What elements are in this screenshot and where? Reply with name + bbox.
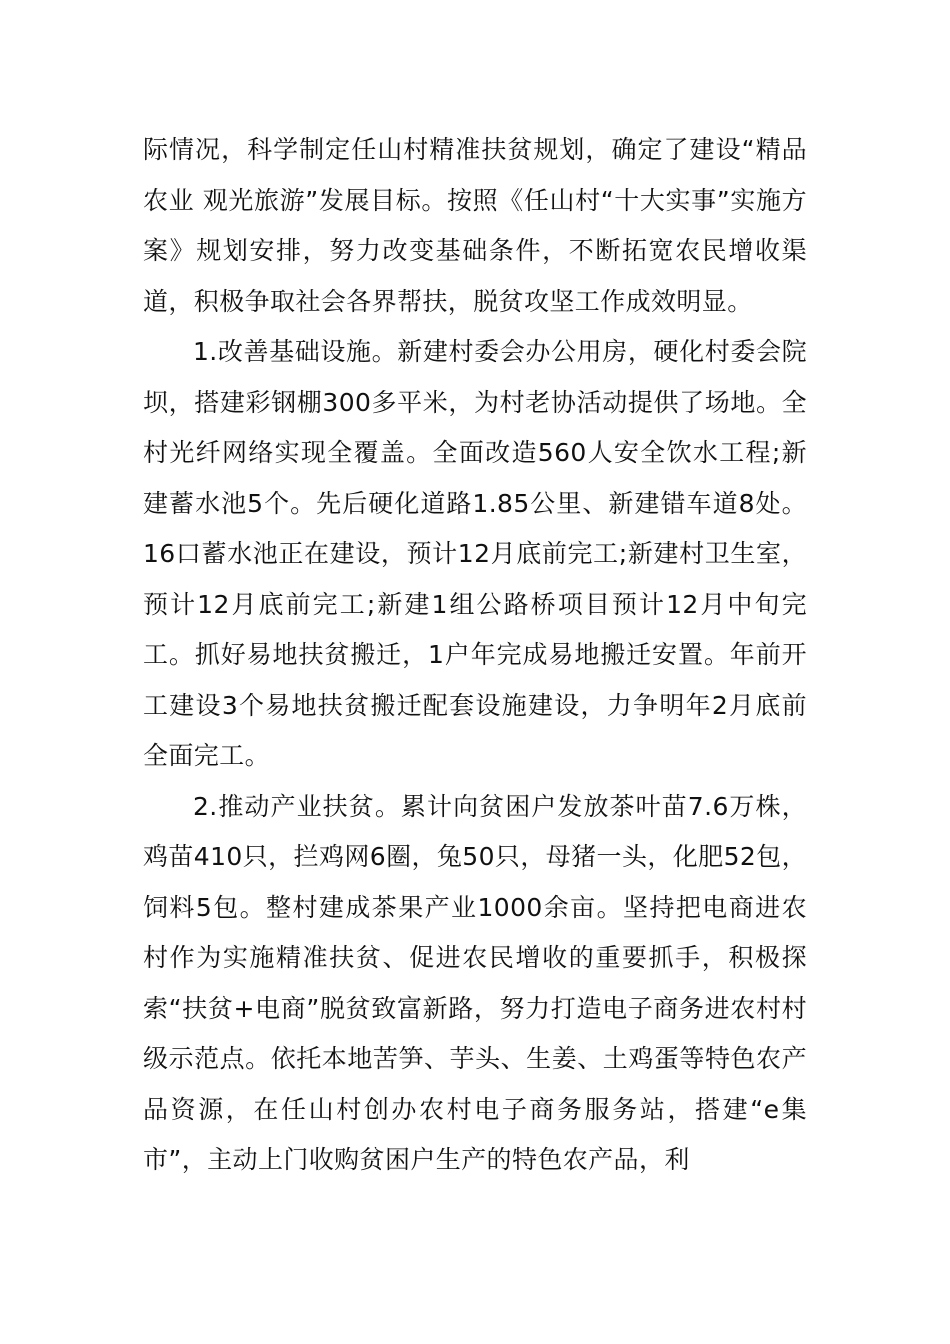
paragraph-industry: 2.推动产业扶贫。累计向贫困户发放茶叶苗7.6万株，鸡苗410只，拦鸡网6圈，兔50只，母猪一头，化肥52包，饲料5包。整村建成茶果产业1000余亩。坚持把电商进农村作为实施精准扶贫、促进农民增收的重要抓手，积极探索“扶贫+电商”脱贫致富新路，努力打造电子商务进农村村级示范点。依托本地苦笋、芋头、生姜、土鸡蛋等特色农产品资源，在任山村创办农村电子商务服务站，搭建“e集市”，主动上门收购贫困户生产的特色农产品，利 (143, 791, 807, 1174)
paragraph-infrastructure: 1.改善基础设施。新建村委会办公用房，硬化村委会院坝，搭建彩钢棚300多平米，为村老协活动提供了场地。全村光纤网络实现全覆盖。全面改造560人安全饮水工程;新建蓄水池5个。先后硬化道路1.85公里、新建错车道8处。16口蓄水池正在建设，预计12月底前完工;新建村卫生室，预计12月底前完工;新建1组公路桥项目预计12月中旬完工。抓好易地扶贫搬迁，1户年完成易地搬迁安置。年前开工建设3个易地扶贫搬迁配套设施建设，力争明年2月底前全面完工。 (143, 337, 807, 770)
paragraph-continuation: 际情况，科学制定任山村精准扶贫规划，确定了建设“精品农业 观光旅游”发展目标。按照《任山村“十大实事”实施方案》规划安排，努力改变基础条件，不断拓宽农民增收渠道，积极争取社会各界帮扶，脱贫攻坚工作成效明显。 (143, 135, 807, 316)
document-page (143, 125, 807, 1186)
